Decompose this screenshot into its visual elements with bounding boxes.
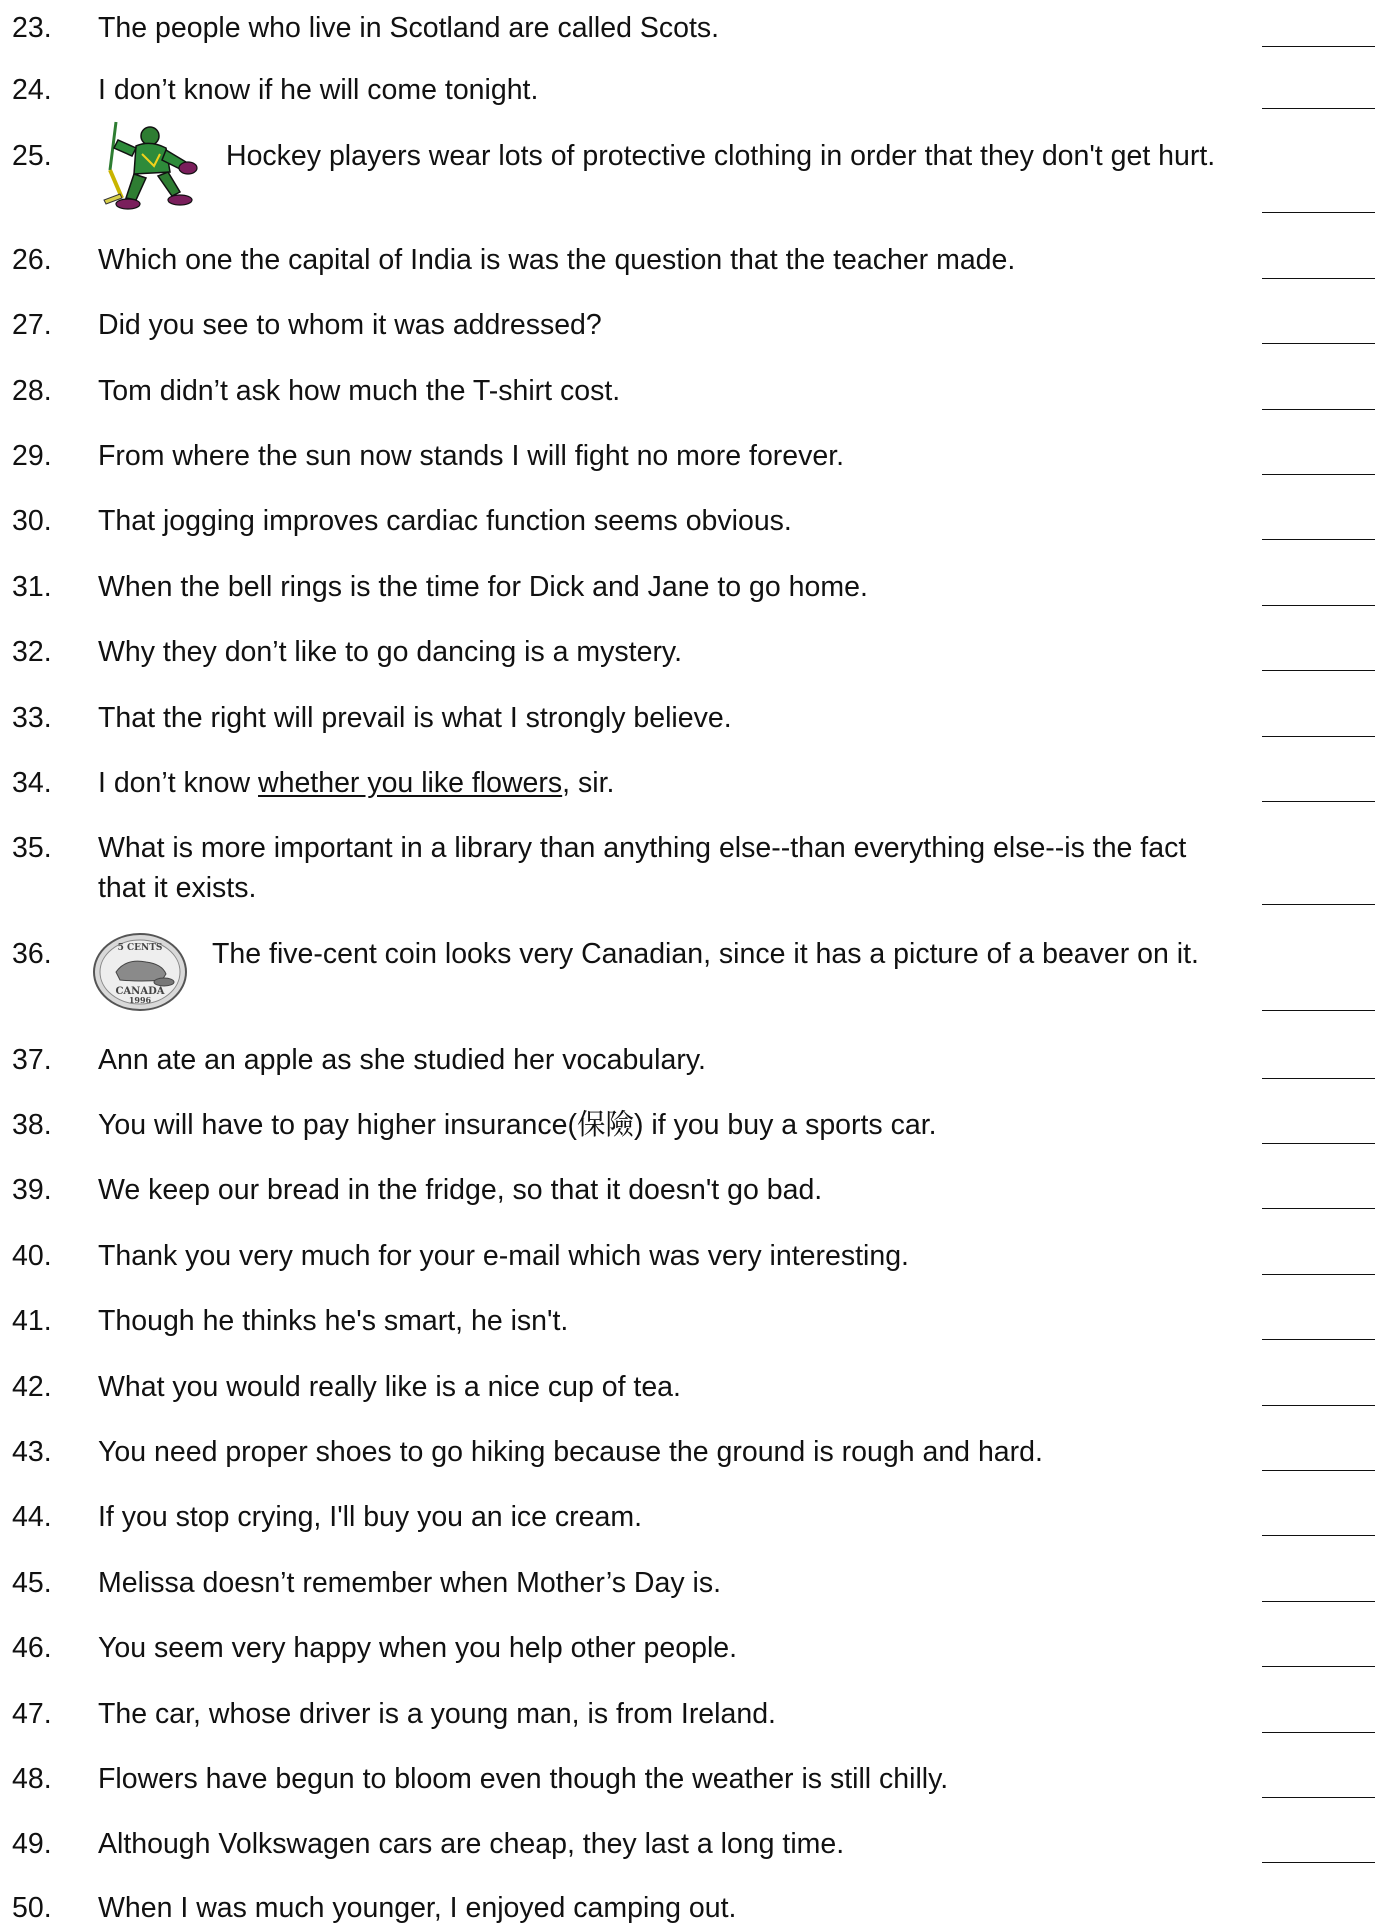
item-number: 32.	[12, 636, 52, 668]
answer-blank[interactable]	[1262, 1010, 1375, 1011]
item-sentence: Did you see to whom it was addressed?	[98, 309, 602, 341]
item-number: 25.	[12, 140, 52, 172]
answer-blank[interactable]	[1262, 1732, 1375, 1733]
item-number: 47.	[12, 1698, 52, 1730]
answer-blank[interactable]	[1262, 539, 1375, 540]
item-sentence: Ann ate an apple as she studied her vocabulary.	[98, 1044, 706, 1076]
item-number: 24.	[12, 74, 52, 106]
answer-blank[interactable]	[1262, 1405, 1375, 1406]
answer-blank[interactable]	[1262, 46, 1375, 47]
item-number: 49.	[12, 1828, 52, 1860]
item-sentence: Which one the capital of India is was the question that the teacher made.	[98, 244, 1016, 276]
answer-blank[interactable]	[1262, 1535, 1375, 1536]
item-number: 28.	[12, 375, 52, 407]
item-number: 44.	[12, 1501, 52, 1533]
answer-blank[interactable]	[1262, 904, 1375, 905]
item-sentence: Hockey players wear lots of protective clothing in order that they don't get hurt.	[226, 140, 1216, 172]
sentence-start: I don’t know	[98, 767, 259, 799]
item-number: 27.	[12, 309, 52, 341]
answer-blank[interactable]	[1262, 1143, 1375, 1144]
answer-blank[interactable]	[1262, 670, 1375, 671]
answer-blank[interactable]	[1262, 1274, 1375, 1275]
canadian-nickel-icon	[92, 932, 190, 1012]
item-number: 30.	[12, 505, 52, 537]
item-number: 42.	[12, 1371, 52, 1403]
coin-country: CANADA	[115, 986, 165, 997]
item-sentence: If you stop crying, I'll buy you an ice cream.	[98, 1501, 643, 1533]
answer-blank[interactable]	[1262, 1601, 1375, 1602]
answer-blank[interactable]	[1262, 605, 1375, 606]
item-sentence: When the bell rings is the time for Dick and Jane to go home.	[98, 571, 868, 603]
item-number: 35.	[12, 832, 52, 864]
answer-blank[interactable]	[1262, 212, 1375, 213]
item-sentence: The five-cent coin looks very Canadian, since it has a picture of a beaver on it.	[212, 938, 1199, 970]
item-number: 29.	[12, 440, 52, 472]
answer-blank[interactable]	[1262, 801, 1375, 802]
item-sentence: The car, whose driver is a young man, is from Ireland.	[98, 1698, 776, 1730]
item-sentence: Thank you very much for your e-mail which was very interesting.	[98, 1240, 909, 1272]
item-number: 46.	[12, 1632, 52, 1664]
item-sentence: Although Volkswagen cars are cheap, they last a long time.	[98, 1828, 845, 1860]
answer-blank[interactable]	[1262, 736, 1375, 737]
hockey-player-icon	[98, 120, 206, 212]
item-sentence: Why they don’t like to go dancing is a mystery.	[98, 636, 682, 668]
item-number: 45.	[12, 1567, 52, 1599]
item-sentence: The people who live in Scotland are called Scots.	[98, 12, 720, 44]
item-number: 50.	[12, 1892, 52, 1924]
sentence-end: , sir.	[562, 767, 615, 799]
item-sentence: Though he thinks he's smart, he isn't.	[98, 1305, 569, 1337]
answer-blank[interactable]	[1262, 1797, 1375, 1798]
answer-blank[interactable]	[1262, 409, 1375, 410]
item-sentence: What you would really like is a nice cup of tea.	[98, 1371, 681, 1403]
answer-blank[interactable]	[1262, 474, 1375, 475]
item-sentence: You will have to pay higher insurance(保險) if you buy a sports car.	[98, 1109, 937, 1141]
item-number: 33.	[12, 702, 52, 734]
item-number: 34.	[12, 767, 52, 799]
answer-blank[interactable]	[1262, 1078, 1375, 1079]
item-number: 48.	[12, 1763, 52, 1795]
item-sentence: From where the sun now stands I will fight no more forever.	[98, 440, 845, 472]
item-number: 40.	[12, 1240, 52, 1272]
item-number: 43.	[12, 1436, 52, 1468]
answer-blank[interactable]	[1262, 1862, 1375, 1863]
item-number: 31.	[12, 571, 52, 603]
item-number: 23.	[12, 12, 52, 44]
item-sentence: Flowers have begun to bloom even though the weather is still chilly.	[98, 1763, 949, 1795]
item-number: 26.	[12, 244, 52, 276]
coin-year: 1996	[128, 995, 152, 1005]
coin-denomination: 5 CENTS	[117, 943, 163, 953]
answer-blank[interactable]	[1262, 1339, 1375, 1340]
item-number: 37.	[12, 1044, 52, 1076]
item-sentence: You need proper shoes to go hiking because the ground is rough and hard.	[98, 1436, 1043, 1468]
item-sentence: We keep our bread in the fridge, so that it doesn't go bad.	[98, 1174, 823, 1206]
answer-blank[interactable]	[1262, 1470, 1375, 1471]
item-sentence: You seem very happy when you help other people.	[98, 1632, 738, 1664]
answer-blank[interactable]	[1262, 278, 1375, 279]
item-number: 36.	[12, 938, 52, 970]
item-number: 39.	[12, 1174, 52, 1206]
item-sentence: Melissa doesn’t remember when Mother’s Day is.	[98, 1567, 722, 1599]
item-number: 41.	[12, 1305, 52, 1337]
answer-blank[interactable]	[1262, 1666, 1375, 1667]
item-sentence: I don’t know if he will come tonight.	[98, 74, 539, 106]
answer-blank[interactable]	[1262, 108, 1375, 109]
underlined-clause: whether you like flowers	[258, 767, 563, 799]
item-sentence: That jogging improves cardiac function seems obvious.	[98, 505, 792, 537]
item-sentence: When I was much younger, I enjoyed camping out.	[98, 1892, 737, 1924]
answer-blank[interactable]	[1262, 343, 1375, 344]
item-sentence	[98, 763, 1248, 803]
item-sentence: That the right will prevail is what I strongly believe.	[98, 702, 732, 734]
item-number: 38.	[12, 1109, 52, 1141]
item-sentence: Tom didn’t ask how much the T-shirt cost.	[98, 375, 621, 407]
answer-blank[interactable]	[1262, 1208, 1375, 1209]
item-sentence: What is more important in a library than anything else--than everything else--is the fact that it exists.	[98, 832, 1187, 904]
